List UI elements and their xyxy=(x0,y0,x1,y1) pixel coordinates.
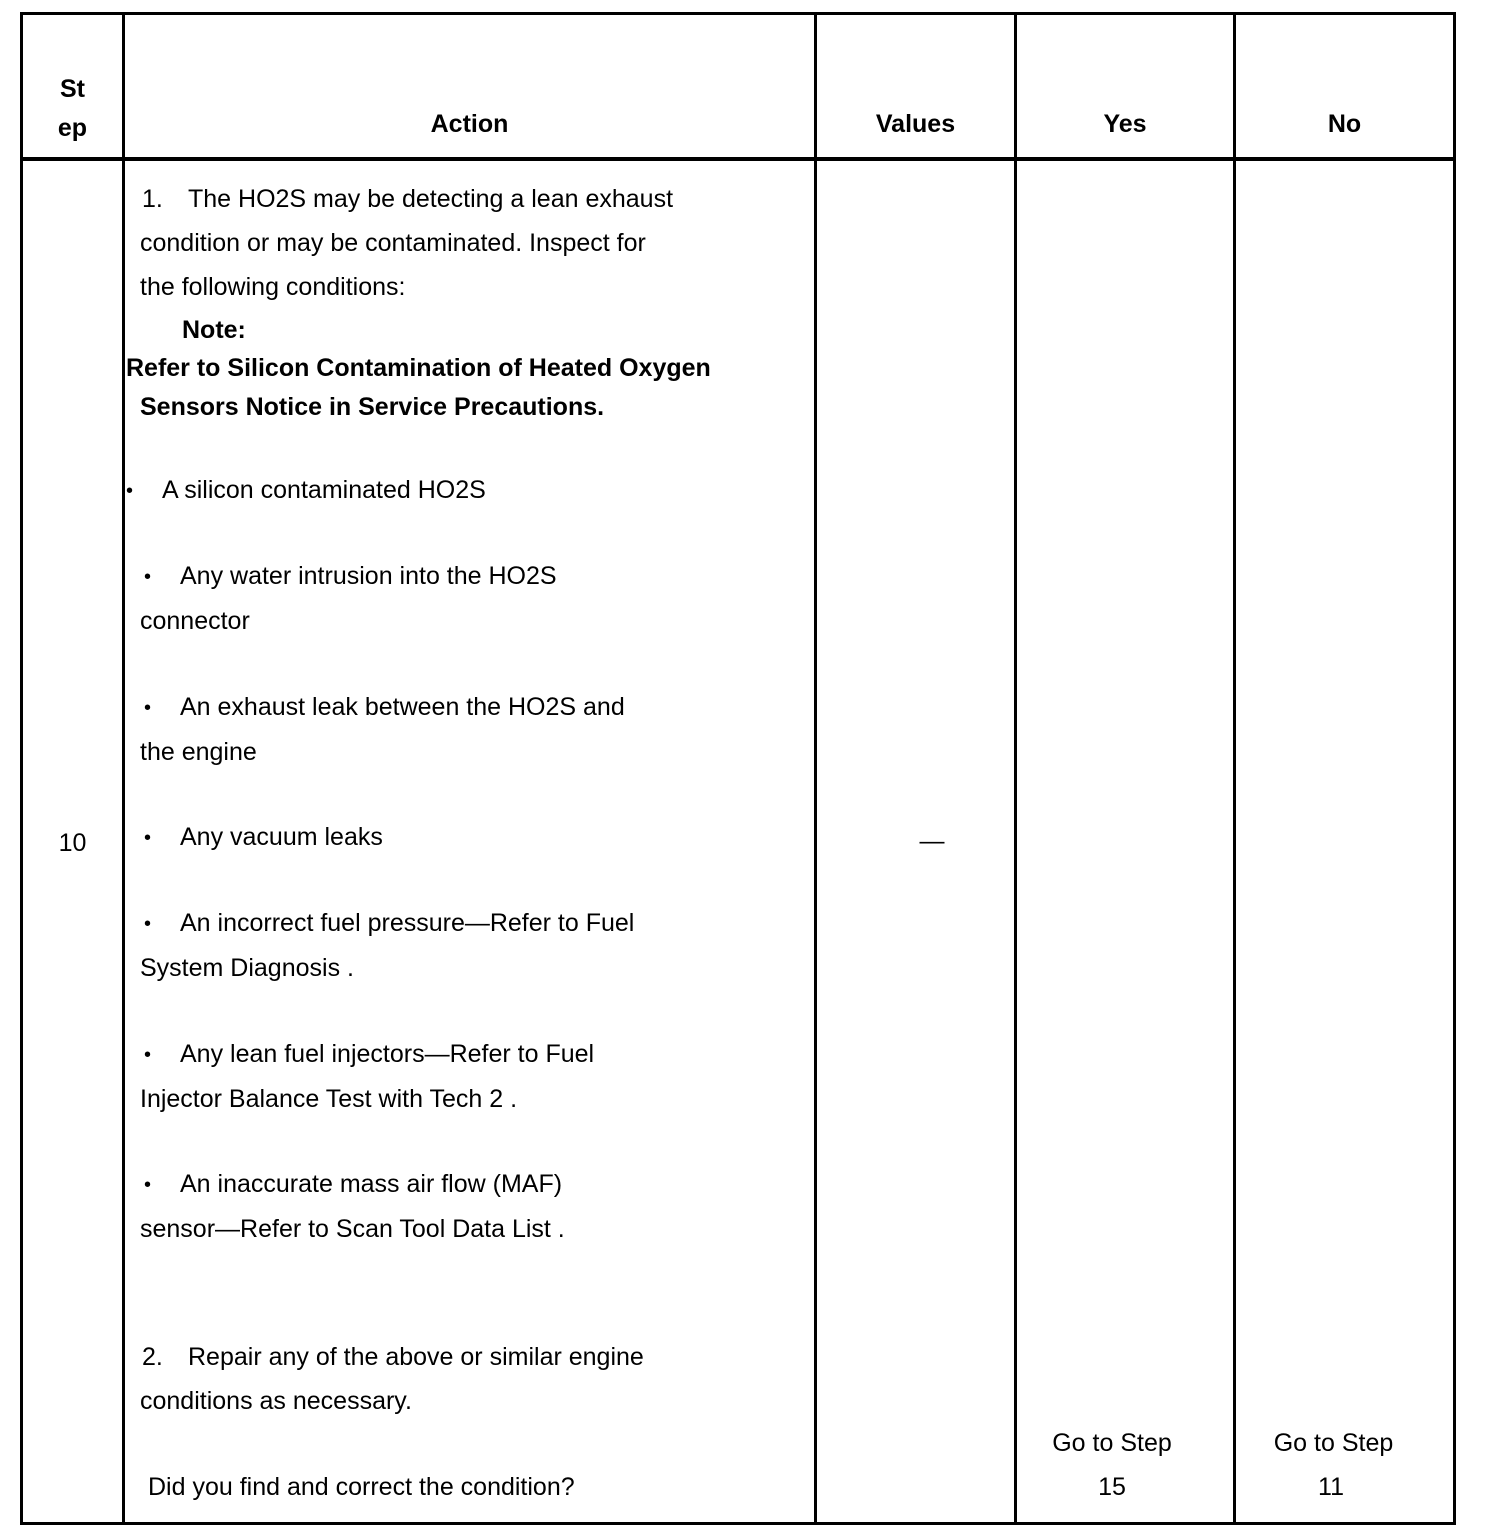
item1-number: 1. xyxy=(142,185,163,213)
bullet1-line1: A silicon contaminated HO2S xyxy=(162,476,486,504)
table-border-right xyxy=(1453,12,1456,1525)
header-action: Action xyxy=(430,110,509,138)
question: Did you find and correct the condition? xyxy=(148,1473,575,1501)
header-divider xyxy=(20,157,1456,161)
table-border-left xyxy=(20,12,23,1525)
bullet2-line1: Any water intrusion into the HO2S xyxy=(180,562,557,590)
item2-line1: Repair any of the above or similar engine xyxy=(188,1343,644,1371)
item2-line2: conditions as necessary. xyxy=(140,1387,412,1415)
item2-number: 2. xyxy=(142,1343,163,1371)
diagnostic-table xyxy=(20,12,1456,1525)
item1-line1: The HO2S may be detecting a lean exhaust xyxy=(188,185,674,213)
yes-line1: Go to Step xyxy=(1052,1429,1172,1457)
bullet7-line2: sensor—Refer to Scan Tool Data List . xyxy=(140,1215,565,1243)
table-border-top xyxy=(20,12,1456,15)
bullet6-line2: Injector Balance Test with Tech 2 . xyxy=(140,1085,518,1113)
bullet6-line1: Any lean fuel injectors—Refer to Fuel xyxy=(180,1040,595,1068)
bullet2-marker: • xyxy=(144,566,152,588)
bullet5-line2: System Diagnosis . xyxy=(140,954,354,982)
bullet1-marker: • xyxy=(126,480,134,502)
bullet7-marker: • xyxy=(144,1174,152,1196)
note-line1: Refer to Silicon Contamination of Heated Oxygen xyxy=(126,354,711,382)
bullet3-line2: the engine xyxy=(140,738,257,766)
bullet4-line1: Any vacuum leaks xyxy=(180,823,383,851)
no-line2: 11 xyxy=(1318,1473,1344,1501)
yes-line2: 15 xyxy=(1098,1473,1126,1501)
step-number: 10 xyxy=(58,829,87,857)
header-yes: Yes xyxy=(1103,110,1147,138)
note-line2: Sensors Notice in Service Precautions. xyxy=(140,393,605,421)
column-divider-values-yes xyxy=(1014,12,1017,1525)
header-step-line1: St xyxy=(60,75,85,103)
column-divider-action-values xyxy=(814,12,817,1525)
header-step xyxy=(23,70,122,148)
column-divider-step-action xyxy=(122,12,125,1525)
bullet2-line2: connector xyxy=(140,607,250,635)
item1-line2: condition or may be contaminated. Inspect for xyxy=(140,229,646,257)
bullet4-marker: • xyxy=(144,827,152,849)
values-cell: — xyxy=(919,827,945,855)
no-line1: Go to Step xyxy=(1273,1429,1394,1457)
header-step-line2: ep xyxy=(57,114,88,142)
bullet3-line1: An exhaust leak between the HO2S and xyxy=(180,693,625,721)
item1-line3: the following conditions: xyxy=(140,273,406,301)
bullet6-marker: • xyxy=(144,1044,152,1066)
header-no: No xyxy=(1327,110,1362,138)
table-border-bottom xyxy=(20,1522,1456,1525)
column-divider-yes-no xyxy=(1233,12,1236,1525)
bullet3-marker: • xyxy=(144,697,152,719)
bullet7-line1: An inaccurate mass air flow (MAF) xyxy=(180,1170,563,1198)
bullet5-marker: • xyxy=(144,913,152,935)
bullet5-line1: An incorrect fuel pressure—Refer to Fuel xyxy=(180,909,635,937)
header-values: Values xyxy=(875,110,956,138)
note-label: Note: xyxy=(182,316,246,344)
